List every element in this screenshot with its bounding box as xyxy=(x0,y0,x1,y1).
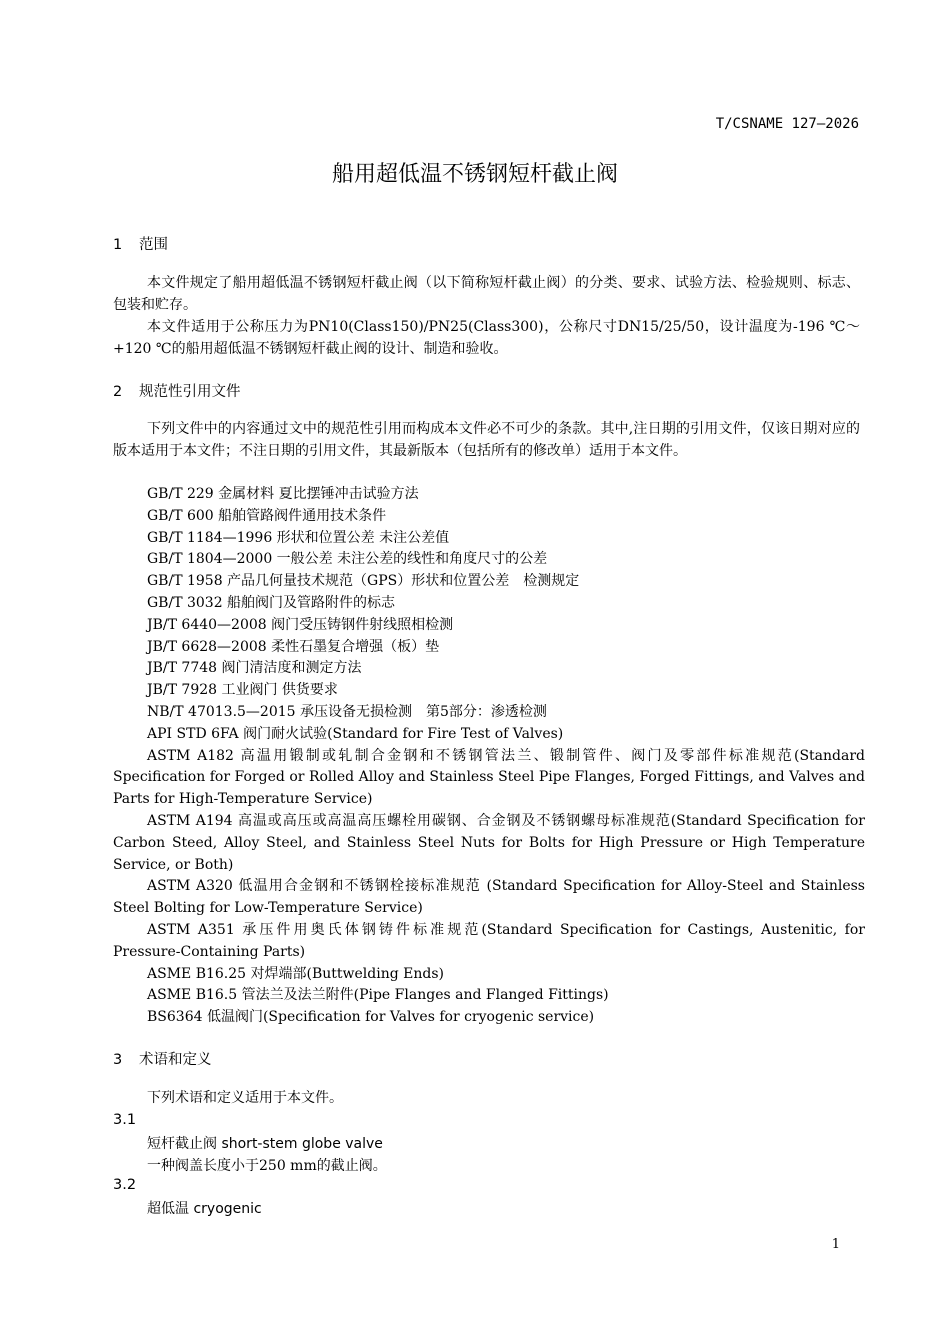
section-title: 规范性引用文件 xyxy=(139,384,241,400)
reference-item: ASTM A182 高温用锻制或轧制合金钢和不锈钢管法兰、锻制管件、阀门及零部件标准规范(Standard Specification for Forged or Rolled Alloy and Stainless Steel Pipe Flanges, Forged Fittings, and Valves and Parts for High-Temperature Service) xyxy=(113,747,865,808)
section-number: 1 xyxy=(113,237,123,253)
standard-id: T/CSNAME 127—2026 xyxy=(715,116,859,132)
reference-item: JB/T 6440—2008 阀门受压铸钢件射线照相检测 xyxy=(147,616,454,633)
reference-item: GB/T 3032 船舶阀门及管路附件的标志 xyxy=(147,594,396,611)
reference-item: JB/T 6628—2008 柔性石墨复合增强（板）垫 xyxy=(147,638,440,655)
reference-item: JB/T 7928 工业阀门 供货要求 xyxy=(147,682,338,699)
reference-item: GB/T 1958 产品几何量技术规范（GPS）形状和位置公差 检测规定 xyxy=(147,573,580,590)
term-definition: 一种阀盖长度小于250 mm的截止阀。 xyxy=(147,1158,387,1174)
section-number: 2 xyxy=(113,384,123,400)
section-title: 术语和定义 xyxy=(139,1052,212,1068)
section-1-heading xyxy=(113,233,168,254)
reference-item: ASTM A351 承压件用奥氏体钢铸件标准规范(Standard Specification for Castings, Austenitic, for Pressure-Containing Parts) xyxy=(113,921,865,960)
scope-paragraph-2: 本文件适用于公称压力为PN10(Class150)/PN25(Class300)，公称尺寸DN15/25/50，设计温度为-196 ℃～+120 ℃的船用超低温不锈钢短杆截止阀的设计、制造和验收。 xyxy=(113,319,860,357)
reference-item: NB/T 47013.5—2015 承压设备无损检测 第5部分：渗透检测 xyxy=(147,703,547,720)
reference-item: ASTM A320 低温用合金钢和不锈钢栓接标准规范 (Standard Specification for Alloy-Steel and Stainless Steel Bolting for Low-Temperature Service) xyxy=(113,878,865,917)
reference-item: API STD 6FA 阀门耐火试验(Standard for Fire Test of Valves) xyxy=(147,725,564,742)
document-title: 船用超低温不锈钢短杆截止阀 xyxy=(331,162,618,187)
reference-item: GB/T 1184—1996 形状和位置公差 未注公差值 xyxy=(147,529,450,546)
term-name: 超低温 cryogenic xyxy=(147,1201,262,1217)
section-2-heading xyxy=(113,380,241,401)
reference-list xyxy=(113,484,865,1029)
reference-item: GB/T 1804—2000 一般公差 未注公差的线性和角度尺寸的公差 xyxy=(147,551,548,568)
section-3-heading xyxy=(113,1048,212,1069)
reference-item: BS6364 低温阀门(Specification for Valves for cryogenic service) xyxy=(147,1009,595,1026)
reference-item: ASME B16.5 管法兰及法兰附件(Pipe Flanges and Flanged Fittings) xyxy=(147,987,609,1004)
term-name: 短杆截止阀 short-stem globe valve xyxy=(147,1136,383,1152)
section-title: 范围 xyxy=(139,237,168,253)
reference-item: GB/T 229 金属材料 夏比摆锤冲击试验方法 xyxy=(147,486,419,502)
reference-item: ASME B16.25 对焊端部(Buttwelding Ends) xyxy=(147,965,445,982)
reference-item: ASTM A194 高温或高压或高温高压螺栓用碳钢、合金钢及不锈钢螺母标准规范(Standard Specification for Carbon Steed, Alloy Steel, and Stainless Steel Nuts for Bolts for High Pressure or High Temperature Service, or Both) xyxy=(113,812,865,873)
page-number: 1 xyxy=(831,1237,840,1252)
term-number: 3.2 xyxy=(113,1177,137,1193)
reference-item: JB/T 7748 阀门清洁度和测定方法 xyxy=(147,660,362,677)
normative-references-intro: 下列文件中的内容通过文中的规范性引用而构成本文件必不可少的条款。其中,注日期的引用文件，仅该日期对应的版本适用于本文件；不注日期的引用文件，其最新版本（包括所有的修改单）适用于本文件。 xyxy=(113,421,860,459)
reference-item: GB/T 600 船舶管路阀件通用技术条件 xyxy=(147,507,387,524)
scope-paragraph-1: 本文件规定了船用超低温不锈钢短杆截止阀（以下简称短杆截止阀）的分类、要求、试验方法、检验规则、标志、包装和贮存。 xyxy=(113,275,860,313)
terms-intro: 下列术语和定义适用于本文件。 xyxy=(147,1090,343,1106)
section-number: 3 xyxy=(113,1052,123,1068)
term-number: 3.1 xyxy=(113,1112,137,1128)
